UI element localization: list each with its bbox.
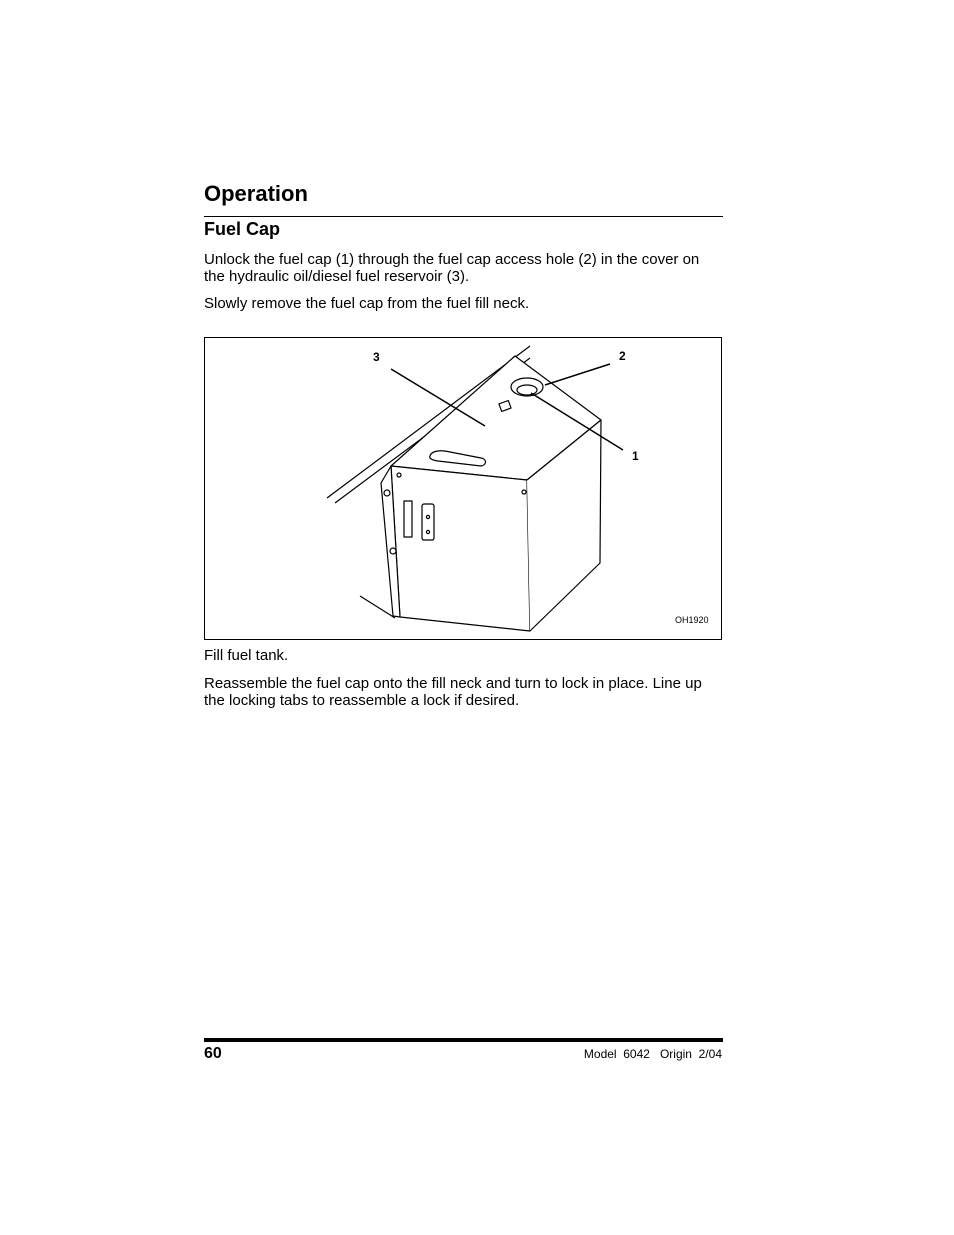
- instruction-remove: Slowly remove the fuel cap from the fuel fill neck.: [204, 295, 530, 312]
- fuel-reservoir-illustration: [205, 338, 721, 639]
- leader-line-2: [545, 364, 610, 385]
- subsection-title: Fuel Cap: [204, 219, 281, 239]
- gauge-decal: [422, 504, 434, 540]
- footer-rule: [204, 1038, 723, 1042]
- instruction-reassemble: Reassemble the fuel cap onto the fill neck and turn to lock in place. Line up the locking tabs to reassemble a lock if desired.: [204, 675, 702, 709]
- tank-front-panel: [391, 466, 530, 631]
- instruction-unlock: Unlock the fuel cap (1) through the fuel cap access hole (2) in the cover on the hydraulic oil/diesel fuel reservoir (3).: [204, 251, 700, 285]
- callout-2: 2: [619, 349, 626, 363]
- sight-gauge: [404, 501, 412, 537]
- instruction-fill: Fill fuel tank.: [204, 647, 289, 664]
- callout-1: 1: [632, 449, 639, 463]
- page-number: 60: [204, 1045, 222, 1062]
- section-rule: [204, 216, 723, 217]
- fuel-reservoir-figure: [204, 337, 722, 640]
- fuel-cap: [517, 385, 537, 395]
- footer-model-origin: Model 6042 Origin 2/04: [583, 1047, 722, 1061]
- figure-code: OH1920: [675, 615, 709, 625]
- callout-3: 3: [373, 350, 380, 364]
- section-title: Operation: [204, 181, 308, 206]
- bracket-lower-line: [360, 596, 395, 618]
